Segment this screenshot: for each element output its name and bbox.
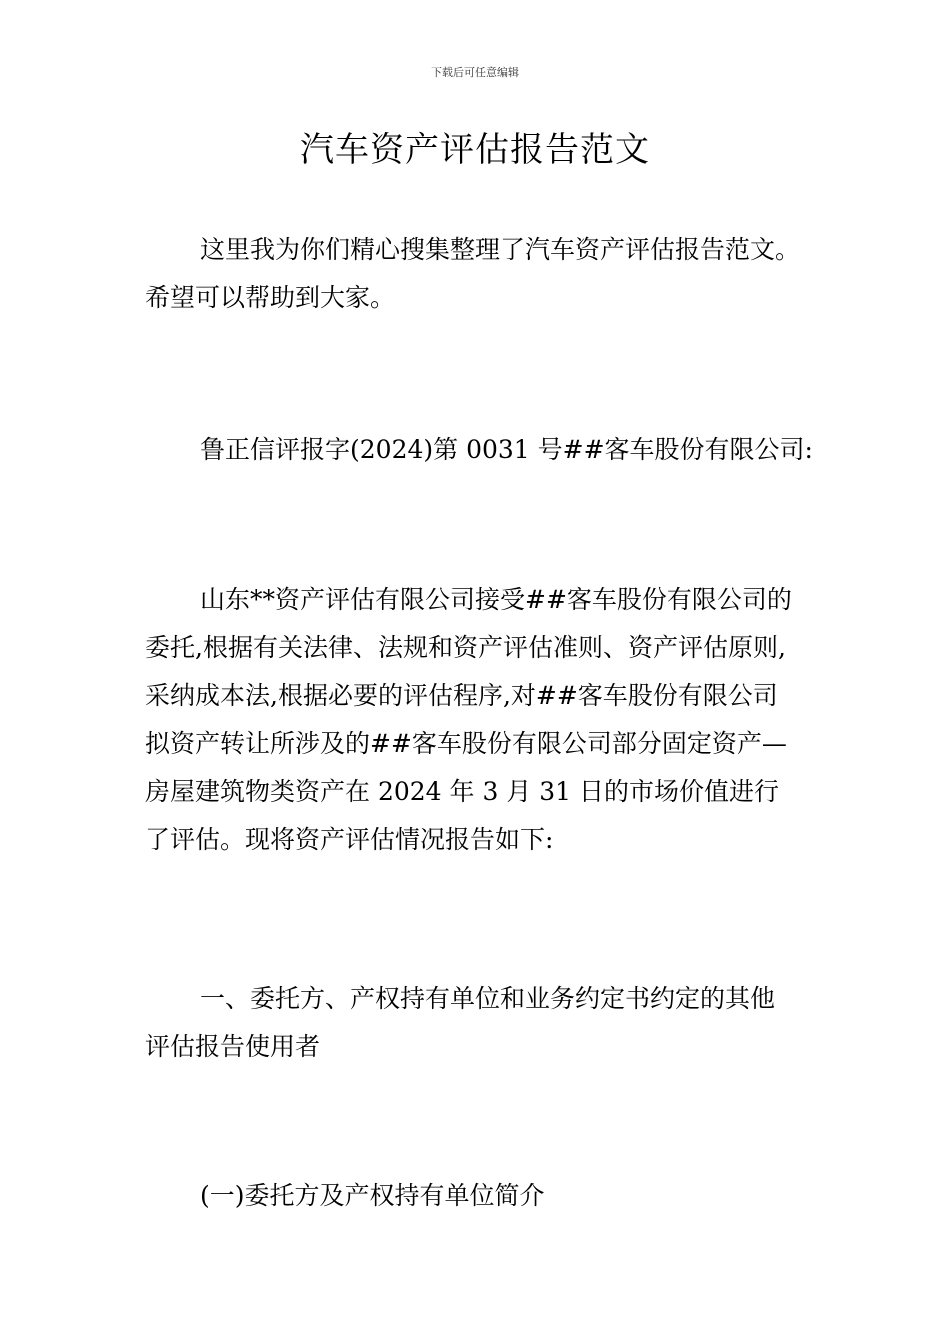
paragraph-line: 一、委托方、产权持有单位和业务约定书约定的其他 <box>200 984 776 1013</box>
paragraph-line: (一)委托方及产权持有单位简介 <box>200 1181 545 1210</box>
paragraph-line: 委托,根据有关法律、法规和资产评估准则、资产评估原则, <box>145 633 786 662</box>
paragraph-line: 评估报告使用者 <box>145 1032 321 1061</box>
paragraph-line: 拟资产转让所涉及的##客车股份有限公司部分固定资产— <box>145 729 787 758</box>
document-title: 汽车资产评估报告范文 <box>300 130 650 170</box>
paragraph-line: 房屋建筑物类资产在 2024 年 3 月 31 日的市场价值进行 <box>145 777 780 806</box>
body-paragraph <box>145 576 825 864</box>
paragraph-line: 采纳成本法,根据必要的评估程序,对##客车股份有限公司 <box>145 681 778 710</box>
paragraph-line: 希望可以帮助到大家。 <box>145 283 396 312</box>
intro-paragraph <box>145 226 825 322</box>
reference-number-paragraph <box>145 426 825 474</box>
paragraph-line: 山东**资产评估有限公司接受##客车股份有限公司的 <box>200 585 792 614</box>
paragraph-line: 这里我为你们精心搜集整理了汽车资产评估报告范文。 <box>200 235 801 264</box>
paragraph-line: 鲁正信评报字(2024)第 0031 号##客车股份有限公司: <box>200 435 813 464</box>
header-note: 下载后可任意编辑 <box>431 66 519 79</box>
subsection-heading-1 <box>145 1172 825 1220</box>
paragraph-line: 了评估。现将资产评估情况报告如下: <box>145 825 554 854</box>
section-heading-1 <box>145 975 825 1071</box>
